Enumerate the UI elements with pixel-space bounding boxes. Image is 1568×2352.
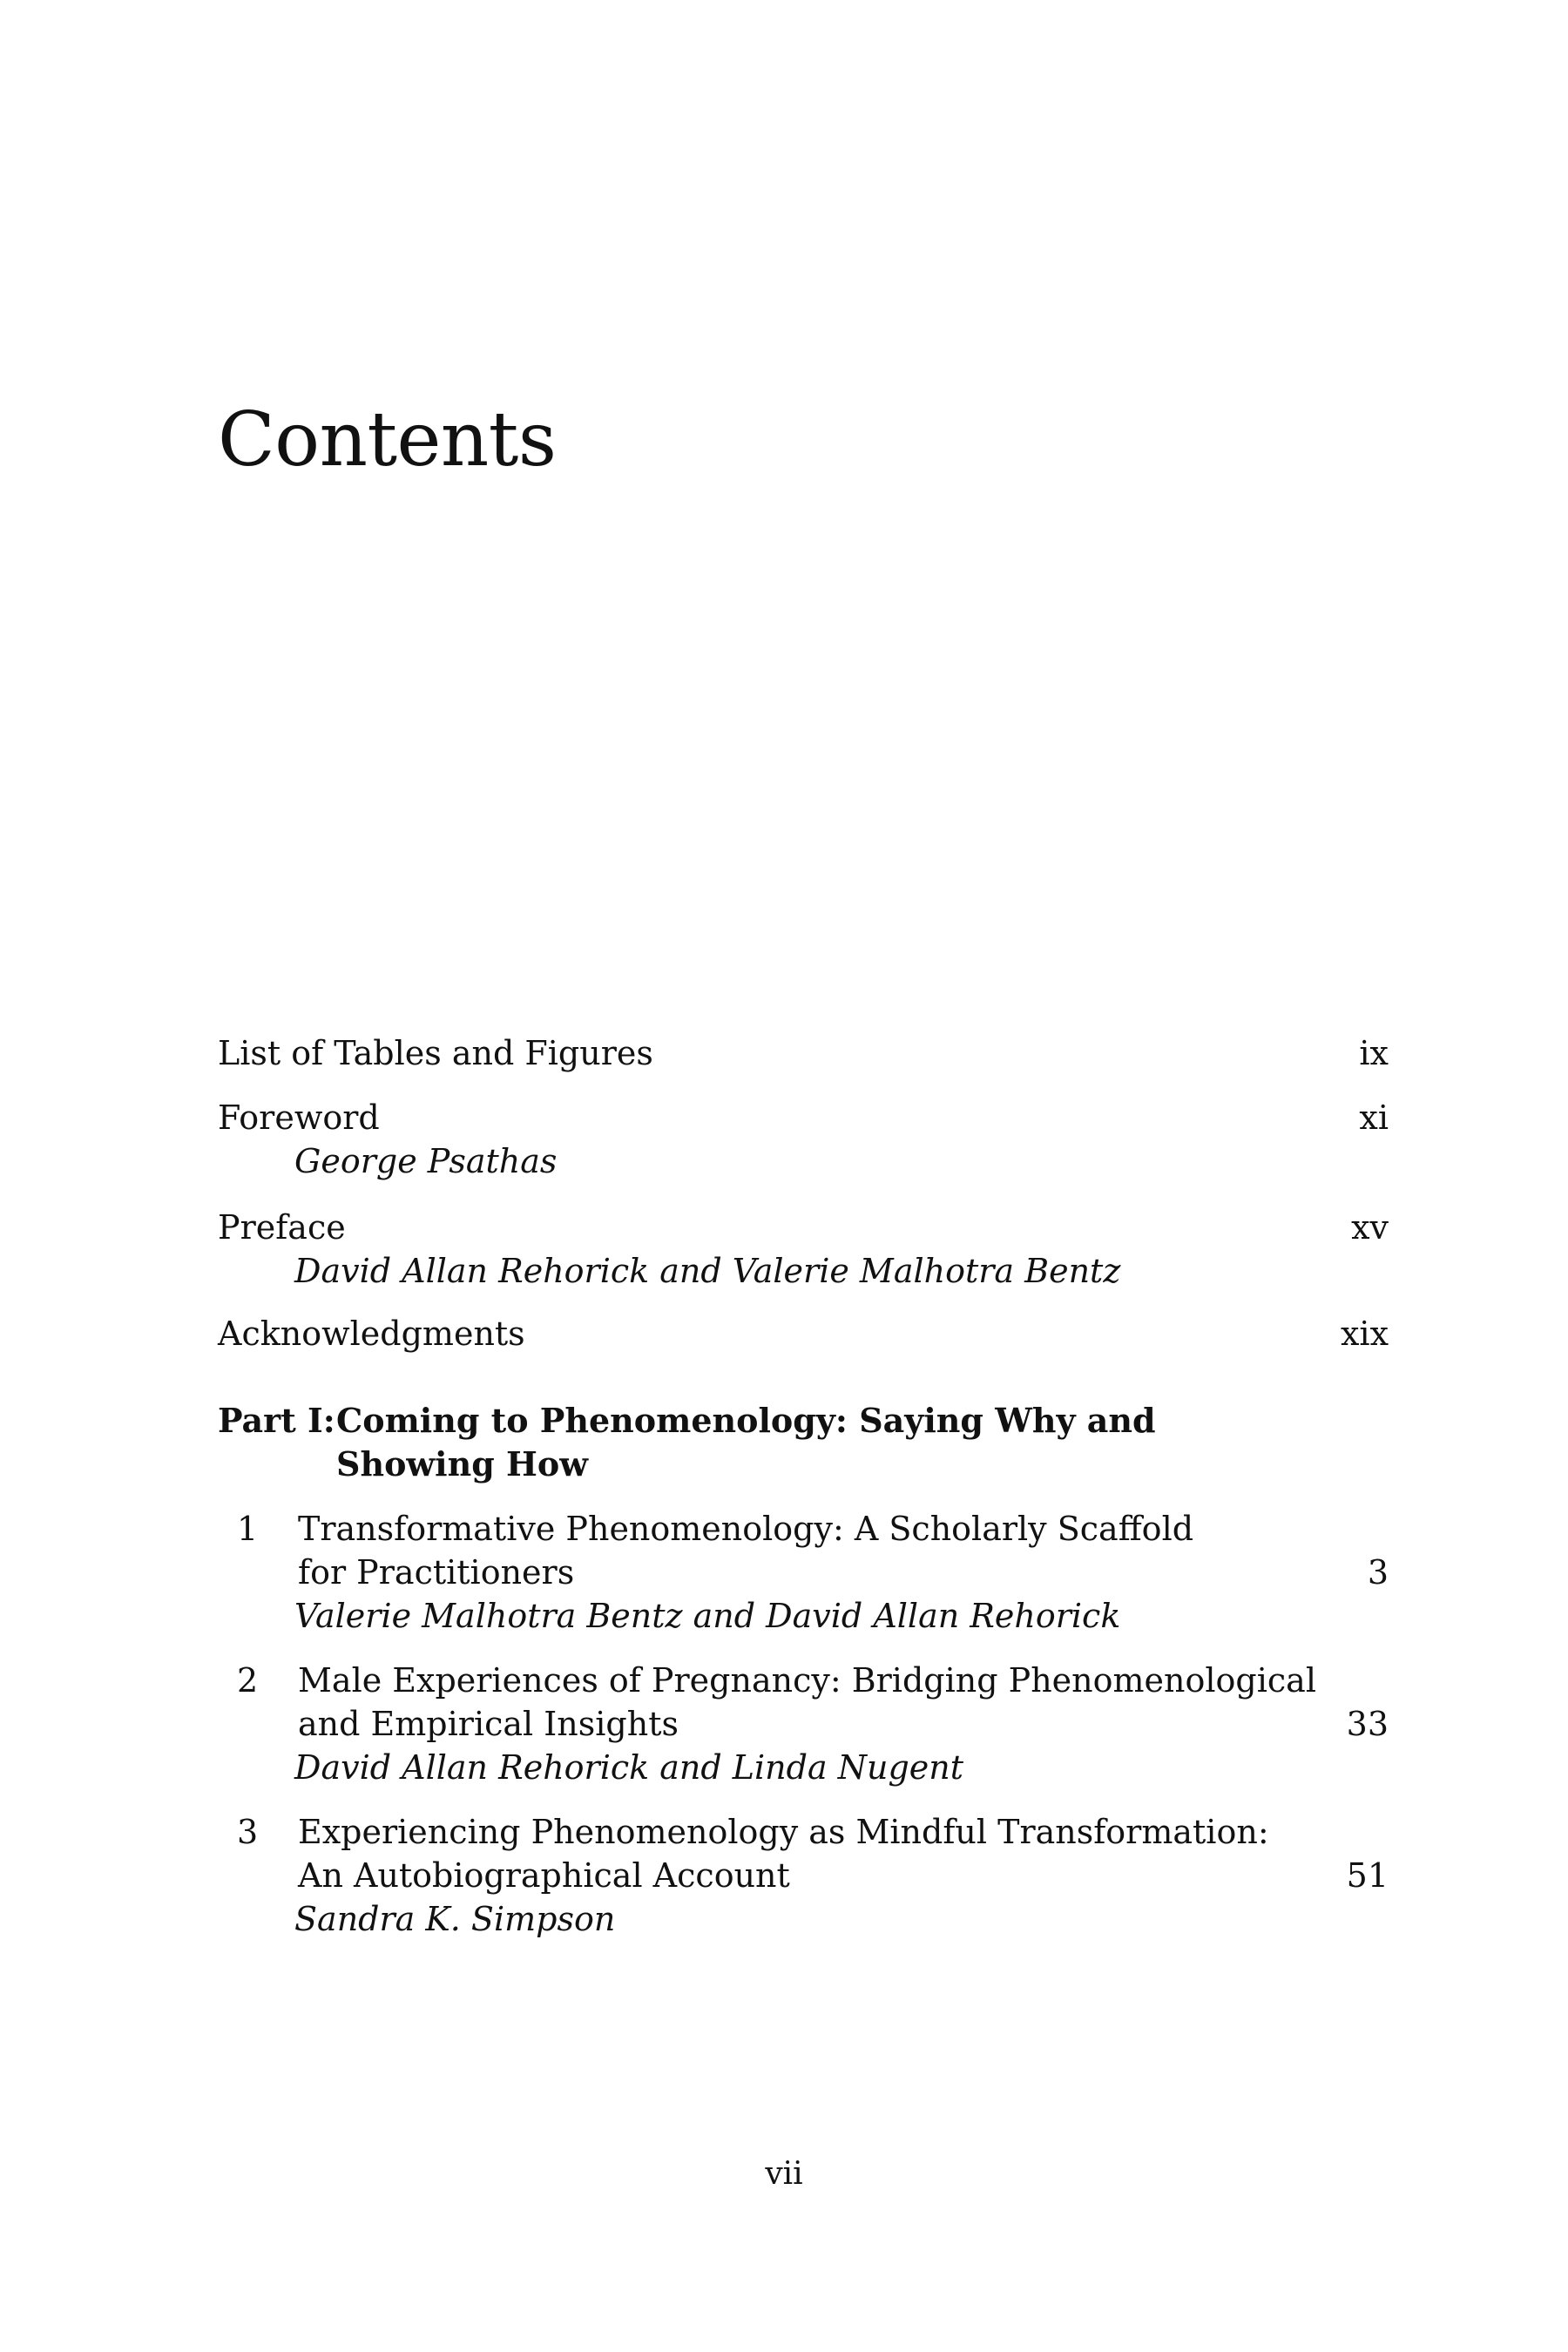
chapter-author: Sandra K. Simpson — [294, 1900, 616, 1938]
toc-entry-title: Foreword — [218, 1098, 380, 1137]
chapter-title-line1: Experiencing Phenomenology as Mindful Transformation: — [298, 1813, 1269, 1851]
chapter-author: Valerie Malhotra Bentz and David Allan Rehorick — [294, 1597, 1121, 1635]
chapter-number: 1 — [237, 1510, 259, 1548]
page-title: Contents — [218, 396, 557, 483]
chapter-title-line2: and Empirical Insights — [298, 1705, 679, 1743]
chapter-title-line1: Male Experiences of Pregnancy: Bridging Phenomenological — [298, 1661, 1316, 1700]
toc-entry-page: xv — [1351, 1208, 1389, 1247]
toc-entry-title: Preface — [218, 1208, 346, 1247]
part-title-line1: Coming to Phenomenology: Saying Why and — [336, 1401, 1156, 1440]
chapter-page: 3 — [1367, 1553, 1389, 1592]
part-title-line2: Showing How — [336, 1444, 588, 1484]
toc-entry-author: George Psathas — [294, 1142, 558, 1180]
toc-entry-page: xix — [1340, 1315, 1389, 1353]
chapter-number: 3 — [237, 1813, 259, 1851]
toc-entry-title: Acknowledgments — [218, 1315, 525, 1353]
toc-entry-page: xi — [1359, 1098, 1389, 1137]
part-label: Part I: — [218, 1401, 335, 1440]
chapter-title-line1: Transformative Phenomenology: A Scholarly Scaffold — [298, 1510, 1194, 1548]
page-number: vii — [765, 2156, 803, 2192]
chapter-number: 2 — [237, 1661, 259, 1700]
toc-entry-page: ix — [1359, 1034, 1389, 1072]
chapter-title-line2: for Practitioners — [298, 1553, 575, 1592]
toc-entry-title: List of Tables and Figures — [218, 1034, 653, 1072]
chapter-author: David Allan Rehorick and Linda Nugent — [294, 1748, 963, 1787]
chapter-page: 51 — [1346, 1856, 1389, 1895]
toc-entry-author: David Allan Rehorick and Valerie Malhotra Bentz — [294, 1252, 1121, 1290]
chapter-title-line2: An Autobiographical Account — [298, 1856, 790, 1895]
chapter-page: 33 — [1346, 1705, 1389, 1743]
